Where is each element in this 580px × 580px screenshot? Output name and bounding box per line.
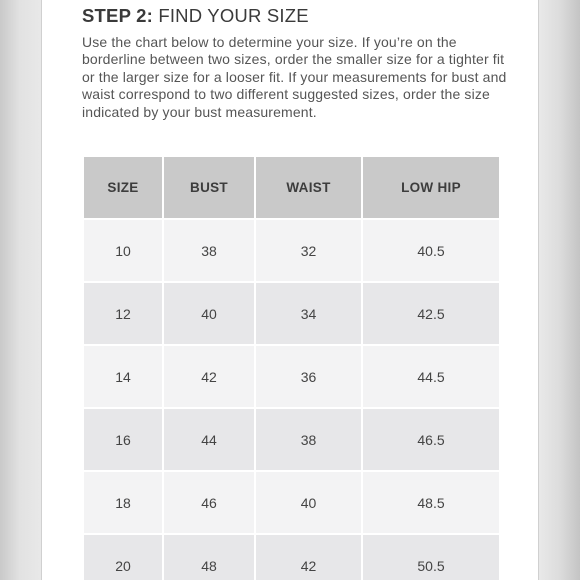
table-row	[84, 220, 499, 281]
cell-waist: 38	[256, 409, 361, 470]
cell-waist: 32	[256, 220, 361, 281]
cell-size: 12	[84, 283, 162, 344]
cell-low-hip: 46.5	[363, 409, 499, 470]
cell-size: 20	[84, 535, 162, 580]
size-guide-page	[41, 0, 539, 580]
table-row	[84, 409, 499, 470]
header-bust: BUST	[164, 157, 254, 218]
table-row	[84, 472, 499, 533]
cell-low-hip: 40.5	[363, 220, 499, 281]
cell-bust: 46	[164, 472, 254, 533]
cell-low-hip: 44.5	[363, 346, 499, 407]
table-header-row	[84, 157, 499, 218]
header-size: SIZE	[84, 157, 162, 218]
step-number: STEP 2:	[82, 5, 153, 26]
header-waist: WAIST	[256, 157, 361, 218]
cell-bust: 48	[164, 535, 254, 580]
step-title: FIND YOUR SIZE	[152, 5, 309, 26]
table-row	[84, 535, 499, 580]
cell-waist: 42	[256, 535, 361, 580]
header-low-hip: LOW HIP	[363, 157, 499, 218]
cell-low-hip: 48.5	[363, 472, 499, 533]
size-instructions: Use the chart below to determine your size. If you’re on the borderline between two sizes, order the smaller size for a tighter fit or the larger size for a looser fit. If your measurements for bust and waist correspond to two different suggested sizes, order the size indicated by your bust measurement.	[82, 34, 507, 120]
table-row	[84, 283, 499, 344]
cell-waist: 40	[256, 472, 361, 533]
cell-size: 10	[84, 220, 162, 281]
cell-waist: 34	[256, 283, 361, 344]
cell-size: 14	[84, 346, 162, 407]
cell-size: 18	[84, 472, 162, 533]
table-row	[84, 346, 499, 407]
cell-waist: 36	[256, 346, 361, 407]
step-heading	[82, 5, 309, 27]
cell-bust: 42	[164, 346, 254, 407]
cell-bust: 40	[164, 283, 254, 344]
cell-size: 16	[84, 409, 162, 470]
cell-low-hip: 42.5	[363, 283, 499, 344]
cell-low-hip: 50.5	[363, 535, 499, 580]
cell-bust: 38	[164, 220, 254, 281]
size-chart-table	[82, 155, 501, 580]
cell-bust: 44	[164, 409, 254, 470]
